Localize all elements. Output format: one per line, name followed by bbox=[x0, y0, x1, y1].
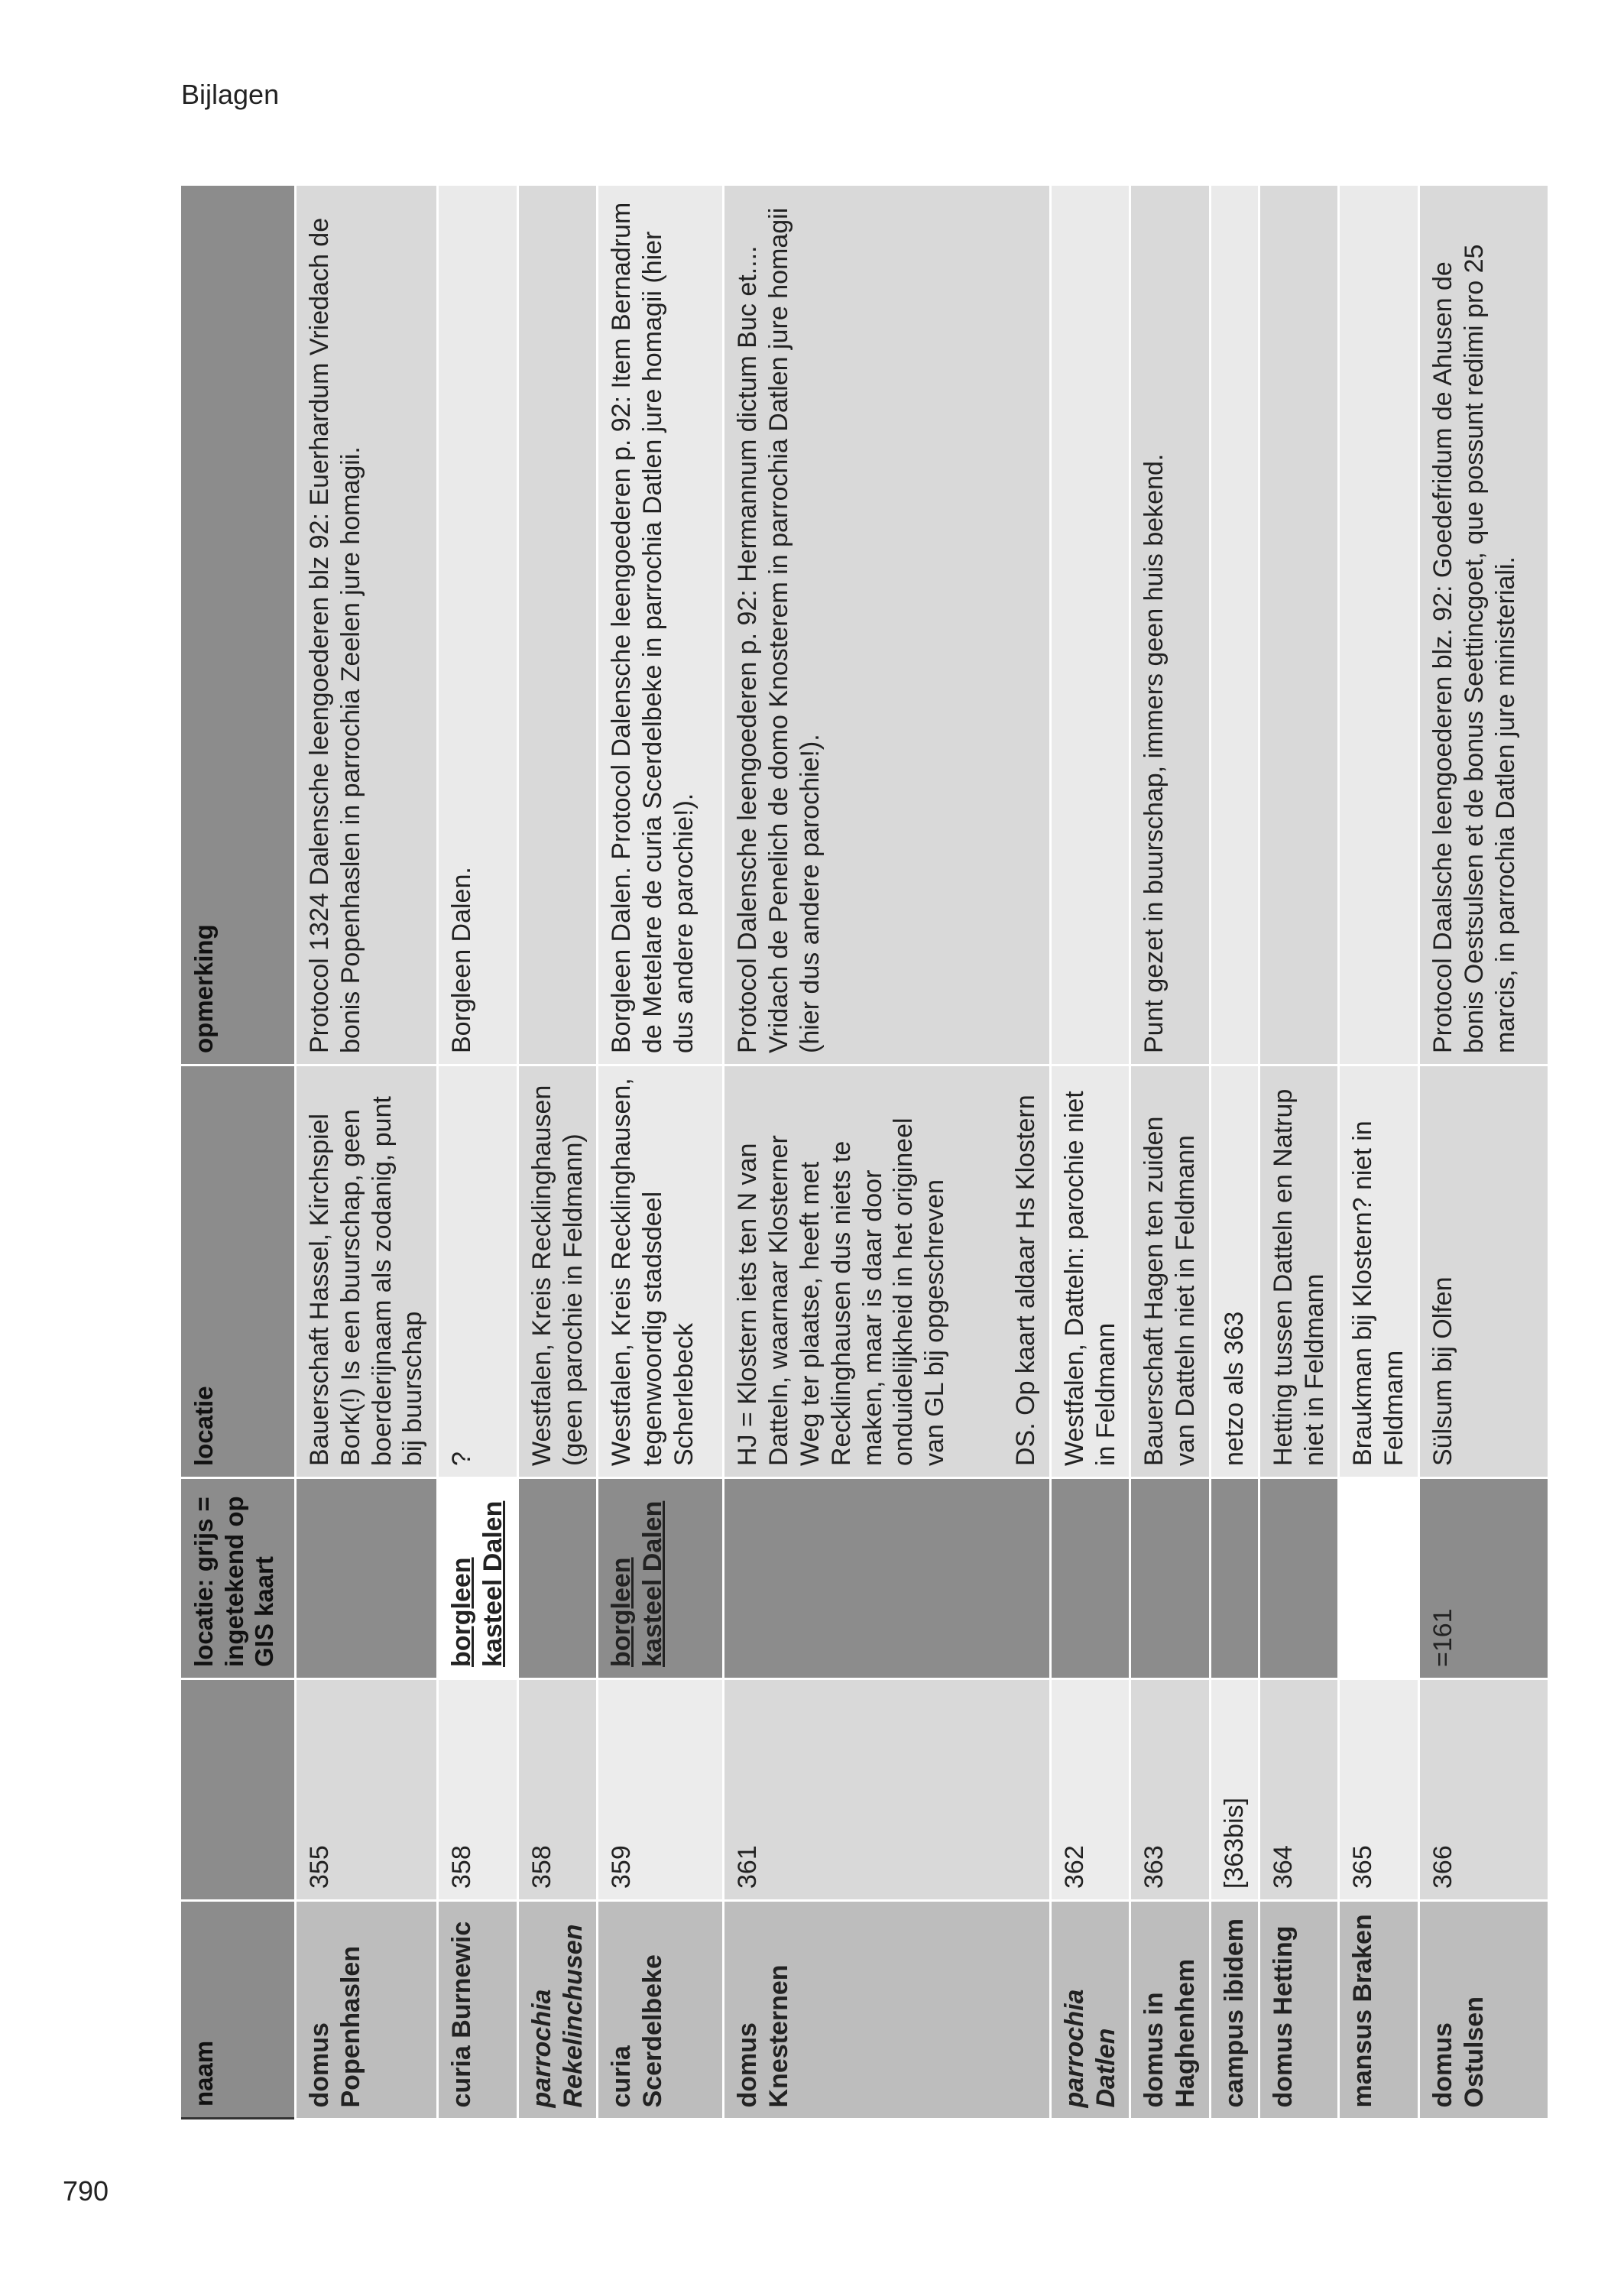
opmerking-cell: Protocol Dalensche leengoederen p. 92: Hermannum dictum Buc et.... Vridach de Penelich de domo Knosterem in parrochia Datlen jure homagii (hier dus andere parochie!). bbox=[724, 185, 1050, 1065]
table-header-row bbox=[181, 185, 296, 2119]
opmerking-cell: Protocol Daalsche leengoederen blz. 92: Goedefridum de Ahusen de bonis Oestsulsen et de bonus Seettincgoet, que possunt redimi pro 25 marcis, in parrochia Datlen jure ministeriali. bbox=[1418, 185, 1548, 1065]
nr-cell: 358 bbox=[438, 1679, 518, 1901]
nr-cell: 366 bbox=[1418, 1679, 1548, 1901]
table-row bbox=[1418, 185, 1548, 2119]
gis-cell bbox=[1418, 1478, 1548, 1679]
table-frame bbox=[181, 186, 1520, 2119]
header-gis: locatie: grijs = ingetekend op GIS kaart bbox=[181, 1478, 296, 1679]
data-table bbox=[181, 183, 1550, 2119]
opmerking-cell bbox=[517, 185, 598, 1065]
running-head: Bijlagen bbox=[181, 79, 280, 110]
nr-cell: [363bis] bbox=[1210, 1679, 1259, 1901]
naam-cell: domus Hetting bbox=[1259, 1901, 1339, 2119]
header-naam: naam bbox=[181, 1901, 296, 2119]
nr-cell: 361 bbox=[724, 1679, 1050, 1901]
table-row bbox=[517, 185, 598, 2119]
gis-cell bbox=[1130, 1478, 1211, 1679]
nr-cell: 362 bbox=[1050, 1679, 1130, 1901]
locatie-cell: Braukman bij Klostern? niet in Feldmann bbox=[1339, 1065, 1419, 1478]
locatie-note: DS. Op kaart aldaar Hs Klostern bbox=[1010, 1095, 1040, 1466]
locatie-cell: Westfalen, Kreis Recklinghausen, tegenwoordig stadsdeel Scherlebeck bbox=[598, 1065, 724, 1478]
naam-cell: domus Popenhaslen bbox=[296, 1901, 438, 2119]
gis-cell bbox=[517, 1478, 598, 1679]
nr-cell: 365 bbox=[1339, 1679, 1419, 1901]
naam-cell: curia Scerdelbeke bbox=[598, 1901, 724, 2119]
opmerking-cell bbox=[1210, 185, 1259, 1065]
naam-cell: domus Ostulsen bbox=[1418, 1901, 1548, 2119]
table-row bbox=[438, 185, 518, 2119]
naam-cell: domus in Haghenhem bbox=[1130, 1901, 1211, 2119]
header-opmerking: opmerking bbox=[181, 185, 296, 1065]
table-row bbox=[724, 185, 1050, 2119]
table-row bbox=[296, 185, 438, 2119]
gis-label: borgleen kasteel Dalen bbox=[607, 1500, 668, 1667]
gis-cell bbox=[598, 1478, 724, 1679]
header-locatie: locatie bbox=[181, 1065, 296, 1478]
locatie-cell: Sülsum bij Olfen bbox=[1418, 1065, 1548, 1478]
locatie-cell: Westfalen, Datteln: parochie niet in Feldmann bbox=[1050, 1065, 1130, 1478]
gis-cell bbox=[1210, 1478, 1259, 1679]
locatie-cell: Bauerschaft Hassel, Kirchspiel Bork(!) Is een buurschap, geen boerderijnaam als zodanig, punt bij buurschap bbox=[296, 1065, 438, 1478]
nr-cell: 363 bbox=[1130, 1679, 1211, 1901]
nr-cell: 359 bbox=[598, 1679, 724, 1901]
gis-cell bbox=[296, 1478, 438, 1679]
table-row bbox=[1339, 185, 1419, 2119]
header-nr bbox=[181, 1679, 296, 1901]
opmerking-cell: Protocol 1324 Dalensche leengoederen blz 92: Euerhardum Vriedach de bonis Popenhaslen in parrochia Zeelen jure homagii. bbox=[296, 185, 438, 1065]
gis-cell bbox=[724, 1478, 1050, 1679]
locatie-cell: Westfalen, Kreis Recklinghausen (geen parochie in Feldmann) bbox=[517, 1065, 598, 1478]
locatie-cell bbox=[724, 1065, 1050, 1478]
nr-cell: 358 bbox=[517, 1679, 598, 1901]
locatie-cell: ? bbox=[438, 1065, 518, 1478]
locatie-cell: Hetting tussen Datteln en Natrup niet in Feldmann bbox=[1259, 1065, 1339, 1478]
naam-cell: campus ibidem bbox=[1210, 1901, 1259, 2119]
opmerking-cell bbox=[1050, 185, 1130, 1065]
opmerking-cell: Borgleen Dalen. bbox=[438, 185, 518, 1065]
opmerking-cell bbox=[1259, 185, 1339, 1065]
opmerking-cell bbox=[1339, 185, 1419, 1065]
opmerking-cell: Borgleen Dalen. Protocol Dalensche leengoederen p. 92: Item Bernadrum de Metelare de curia Scerdelbeke in parrochia Datlen jure homagii (hier dus andere parochie!). bbox=[598, 185, 724, 1065]
gis-cell bbox=[1259, 1478, 1339, 1679]
gis-cell bbox=[438, 1478, 518, 1679]
gis-cell bbox=[1339, 1478, 1419, 1679]
naam-cell: parrochia Rekelinchusen bbox=[517, 1901, 598, 2119]
naam-cell: parrochia Datlen bbox=[1050, 1901, 1130, 2119]
gis-cell bbox=[1050, 1478, 1130, 1679]
locatie-cell: netzo als 363 bbox=[1210, 1065, 1259, 1478]
locatie-cell: Bauerschaft Hagen ten zuiden van Datteln niet in Feldmann bbox=[1130, 1065, 1211, 1478]
table-row bbox=[1210, 185, 1259, 2119]
table-row bbox=[1050, 185, 1130, 2119]
gis-label: =161 bbox=[1428, 1608, 1457, 1667]
table-row bbox=[598, 185, 724, 2119]
locatie-text: HJ = Klostern iets ten N van Datteln, waarnaar Klosterner Weg ter plaatse, heeft met Recklinghausen dus niets te maken, maar is daar door onduidelijkheid in het origineel van GL bij opgeschreven bbox=[733, 1117, 950, 1466]
table-row bbox=[1259, 185, 1339, 2119]
naam-cell: curia Burnewic bbox=[438, 1901, 518, 2119]
page-number: 790 bbox=[63, 2175, 109, 2207]
nr-cell: 355 bbox=[296, 1679, 438, 1901]
naam-cell: mansus Braken bbox=[1339, 1901, 1419, 2119]
opmerking-cell: Punt gezet in buurschap, immers geen huis bekend. bbox=[1130, 185, 1211, 1065]
table-row bbox=[1130, 185, 1211, 2119]
gis-label: borgleen kasteel Dalen bbox=[447, 1500, 507, 1667]
naam-cell: domus Knesternen bbox=[724, 1901, 1050, 2119]
nr-cell: 364 bbox=[1259, 1679, 1339, 1901]
